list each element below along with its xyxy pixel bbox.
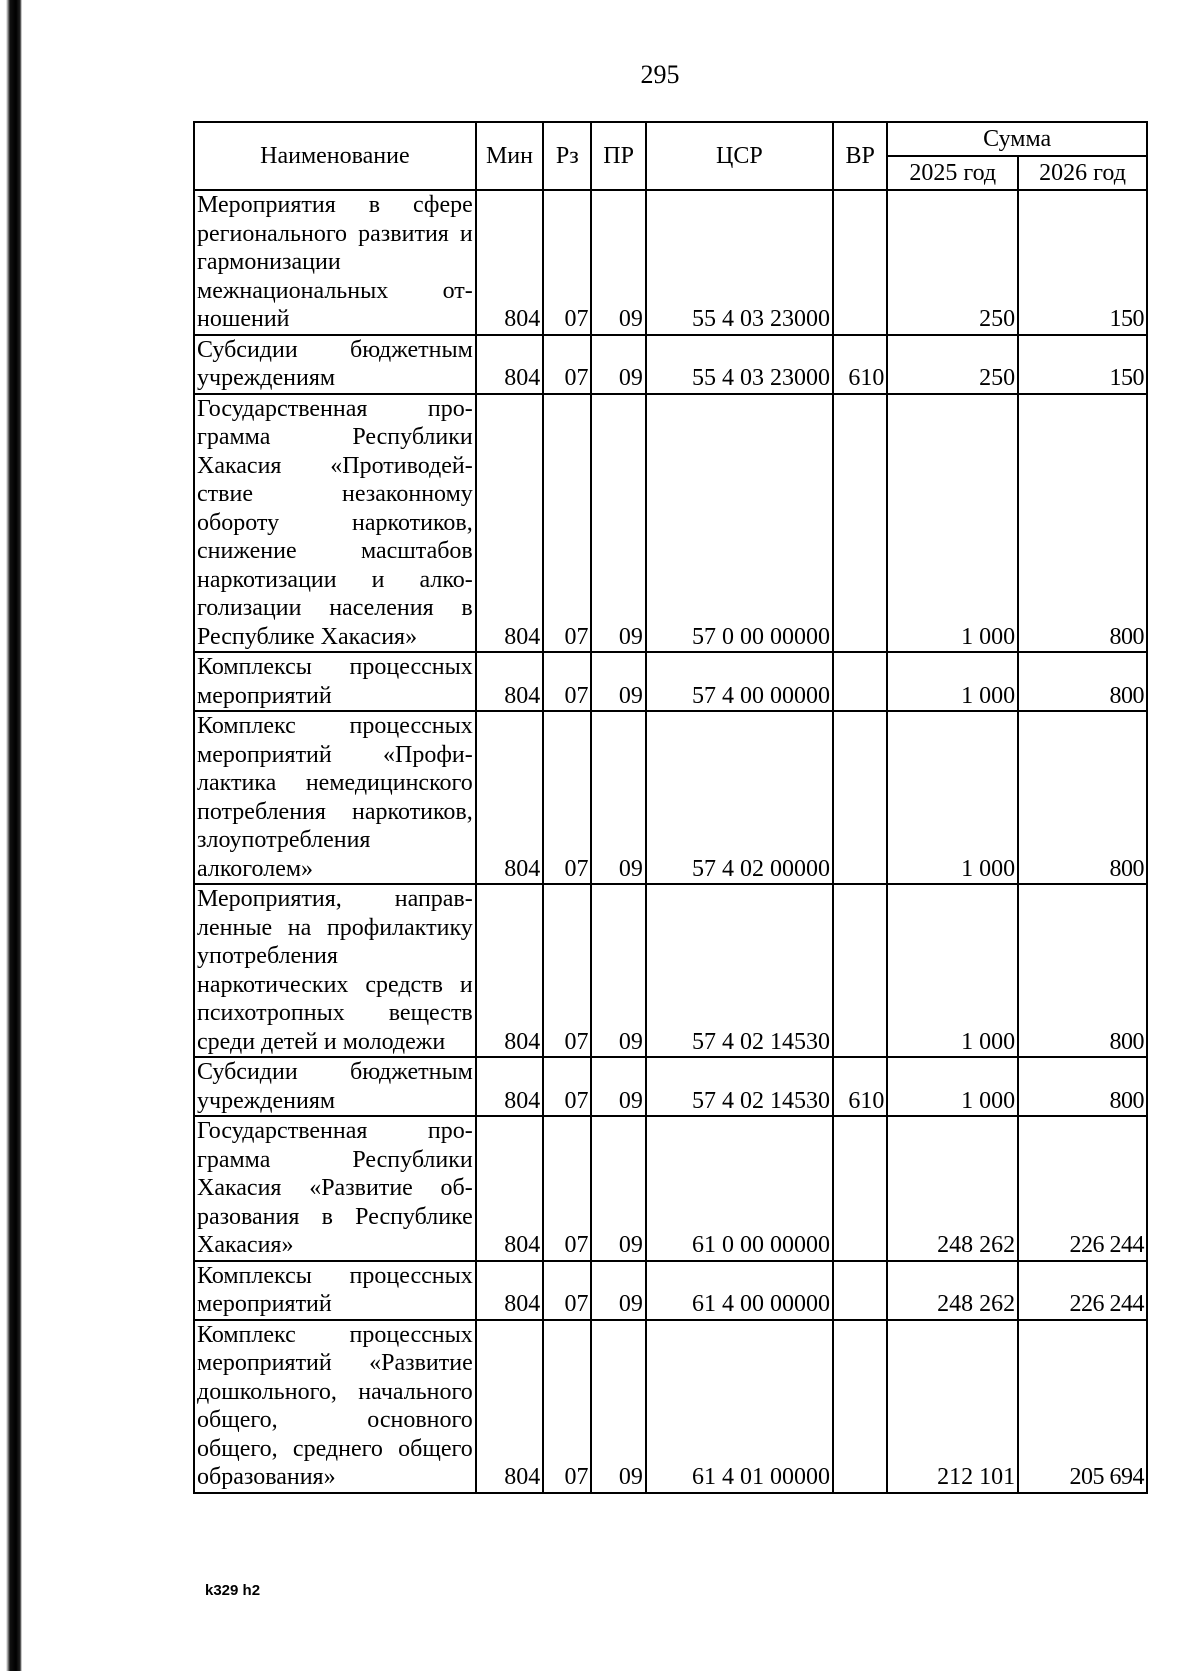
row-min: 804 [476, 1261, 543, 1320]
row-min: 804 [476, 335, 543, 394]
row-name: Мероприятия в сфере регионального развития и гармонизации межнациональных отношений [194, 190, 476, 335]
header-pr: ПР [591, 122, 645, 190]
row-rz: 07 [543, 1116, 591, 1261]
row-name: Комплексы процессных мероприятий [194, 652, 476, 711]
row-2026: 800 [1018, 1057, 1147, 1116]
header-min: Мин [476, 122, 543, 190]
row-csr: 61 4 01 00000 [646, 1320, 833, 1493]
row-vr: 610 [833, 1057, 887, 1116]
row-min: 804 [476, 1057, 543, 1116]
row-2026: 800 [1018, 884, 1147, 1057]
row-csr: 57 0 00 00000 [646, 394, 833, 653]
row-rz: 07 [543, 190, 591, 335]
row-pr: 09 [591, 335, 645, 394]
row-csr: 57 4 00 00000 [646, 652, 833, 711]
row-rz: 07 [543, 884, 591, 1057]
row-2026: 205 694 [1018, 1320, 1147, 1493]
row-csr: 61 0 00 00000 [646, 1116, 833, 1261]
row-2025: 1 000 [887, 394, 1018, 653]
row-name: Субсидии бюджетным учреждениям [194, 1057, 476, 1116]
table-row [194, 394, 1147, 653]
row-name: Государственная программа Республики Хакасия «Развитие образования в Республике Хакасия» [194, 1116, 476, 1261]
row-pr: 09 [591, 1057, 645, 1116]
row-min: 804 [476, 711, 543, 884]
row-2026: 150 [1018, 190, 1147, 335]
row-2026: 800 [1018, 394, 1147, 653]
header-rz: Рз [543, 122, 591, 190]
row-vr [833, 394, 887, 653]
row-csr: 61 4 00 00000 [646, 1261, 833, 1320]
row-2025: 212 101 [887, 1320, 1018, 1493]
document-code: k329 h2 [205, 1582, 261, 1599]
row-2026: 226 244 [1018, 1116, 1147, 1261]
table-row [194, 1116, 1147, 1261]
row-2025: 1 000 [887, 652, 1018, 711]
table-row [194, 1057, 1147, 1116]
row-name: Субсидии бюджетным учреждениям [194, 335, 476, 394]
header-vr: ВР [833, 122, 887, 190]
row-vr: 610 [833, 335, 887, 394]
row-name: Комплекс процессных мероприятий «Развитие дошкольного, начального общего, основного общего, среднего общего образования» [194, 1320, 476, 1493]
header-2025: 2025 год [887, 156, 1018, 190]
header-name: Наименование [194, 122, 476, 190]
row-2026: 800 [1018, 652, 1147, 711]
row-name: Комплексы процессных мероприятий [194, 1261, 476, 1320]
row-pr: 09 [591, 1261, 645, 1320]
row-vr [833, 190, 887, 335]
table-row [194, 190, 1147, 335]
row-csr: 55 4 03 23000 [646, 335, 833, 394]
row-rz: 07 [543, 335, 591, 394]
row-rz: 07 [543, 711, 591, 884]
row-name: Комплекс процессных мероприятий «Профилактика немедицинского потребления наркотиков, злоупотребления алкоголем» [194, 711, 476, 884]
table-row [194, 884, 1147, 1057]
row-csr: 55 4 03 23000 [646, 190, 833, 335]
row-2025: 1 000 [887, 1057, 1018, 1116]
row-name: Мероприятия, направленные на профилактику употребления наркотических средств и психотропных веществ среди детей и молодежи [194, 884, 476, 1057]
row-min: 804 [476, 884, 543, 1057]
header-csr: ЦСР [646, 122, 833, 190]
row-2026: 226 244 [1018, 1261, 1147, 1320]
row-min: 804 [476, 394, 543, 653]
row-name: Государственная программа Республики Хакасия «Противодействие незаконному обороту наркотиков, снижение масштабов наркотизации и алкоголизации населения в Республике Хакасия» [194, 394, 476, 653]
row-rz: 07 [543, 1057, 591, 1116]
row-2026: 800 [1018, 711, 1147, 884]
row-rz: 07 [543, 394, 591, 653]
row-vr [833, 711, 887, 884]
row-2025: 250 [887, 190, 1018, 335]
row-2025: 250 [887, 335, 1018, 394]
budget-table [193, 121, 1148, 1494]
table-row [194, 652, 1147, 711]
row-min: 804 [476, 1116, 543, 1261]
row-csr: 57 4 02 14530 [646, 884, 833, 1057]
table-row [194, 1261, 1147, 1320]
header-2026: 2026 год [1018, 156, 1147, 190]
row-vr [833, 652, 887, 711]
row-pr: 09 [591, 394, 645, 653]
row-pr: 09 [591, 652, 645, 711]
row-pr: 09 [591, 190, 645, 335]
row-pr: 09 [591, 884, 645, 1057]
row-2025: 1 000 [887, 884, 1018, 1057]
row-2025: 248 262 [887, 1261, 1018, 1320]
row-vr [833, 1261, 887, 1320]
row-pr: 09 [591, 1116, 645, 1261]
table-row [194, 711, 1147, 884]
table-row [194, 1320, 1147, 1493]
row-vr [833, 884, 887, 1057]
row-min: 804 [476, 652, 543, 711]
scan-border [0, 0, 22, 1671]
row-csr: 57 4 02 14530 [646, 1057, 833, 1116]
row-csr: 57 4 02 00000 [646, 711, 833, 884]
row-2026: 150 [1018, 335, 1147, 394]
header-sum: Сумма [887, 122, 1147, 156]
row-vr [833, 1320, 887, 1493]
row-vr [833, 1116, 887, 1261]
row-min: 804 [476, 1320, 543, 1493]
table-row [194, 335, 1147, 394]
row-rz: 07 [543, 1320, 591, 1493]
row-2025: 248 262 [887, 1116, 1018, 1261]
page-number: 295 [640, 60, 680, 89]
row-pr: 09 [591, 1320, 645, 1493]
row-min: 804 [476, 190, 543, 335]
row-2025: 1 000 [887, 711, 1018, 884]
row-rz: 07 [543, 1261, 591, 1320]
row-rz: 07 [543, 652, 591, 711]
row-pr: 09 [591, 711, 645, 884]
